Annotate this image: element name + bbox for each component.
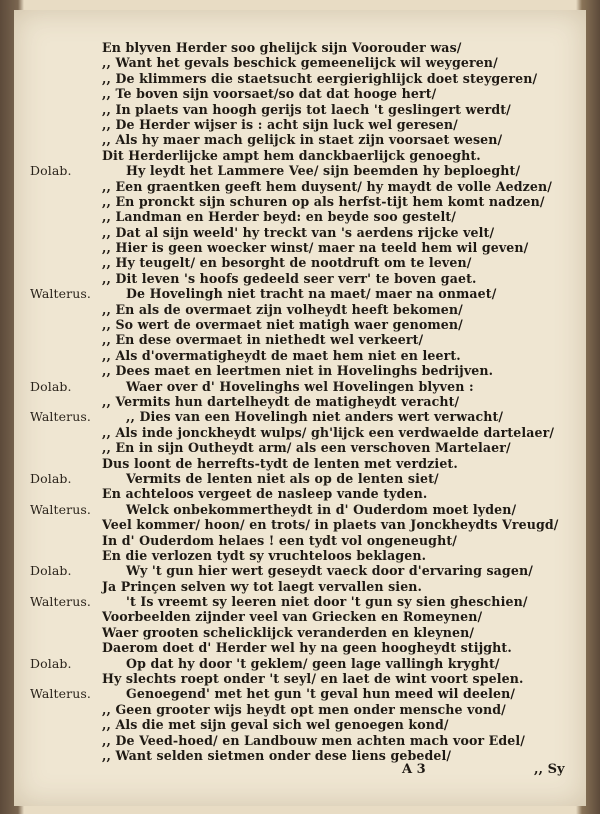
verse-text: ,, En als de overmaet zijn volheydt heeft bekomen/ [102,301,463,317]
verse-text: ,, Landman en Herder beyd: en beyde soo gestelt/ [102,209,456,225]
verse-text: Daerom doet d' Herder wel hy na geen hoogheydt stijght. [102,640,512,656]
verse-line [14,302,586,317]
verse-text: ,, De klimmers die staetsucht eergierighlijck doet steygeren/ [102,70,538,86]
verse-line [14,148,586,163]
verse-line [14,640,586,655]
speaker-name: Walterus. [30,409,91,425]
verse-text: Hy slechts roept onder 't seyl/ en laet de wint voort spelen. [102,671,524,687]
verse-text: ,, Een graentken geeft hem duysent/ hy maydt de volle Aedzen/ [102,178,553,194]
verse-text: ,, Want selden sietmen onder dese liens gebedel/ [102,747,452,763]
verse-line [14,163,586,178]
verse-text: ,, Als inde jonckheydt wulps/ gh'lijck een verdwaelde dartelaer/ [102,424,555,440]
verse-line [14,348,586,363]
verse-line [14,71,586,86]
verse-line [14,717,586,732]
verse-line [14,686,586,701]
verse-line [14,548,586,563]
verse-line [14,625,586,640]
verse-line [14,702,586,717]
verse-line [14,425,586,440]
speaker-name: Dolab. [30,163,72,179]
verse-text: Vermits de lenten niet als op de lenten siet/ [126,470,439,486]
verse-line [14,440,586,455]
verse-line [14,517,586,532]
verse-line [14,55,586,70]
verse-text: ,, Te boven sijn voorsaet/so dat dat hooge hert/ [102,86,437,102]
verse-text: En achteloos vergeet de nasleep vande tyden. [102,486,428,502]
verse-line [14,533,586,548]
verse-line [14,563,586,578]
verse-text: Waer grooten schelicklijck veranderden en kleynen/ [102,624,475,640]
verse-text: ,, De Veed-hoed/ en Landbouw men achten mach voor Edel/ [102,732,525,748]
verse-line [14,86,586,101]
verse-text: Waer over d' Hovelinghs wel Hovelingen blyven : [126,378,474,394]
verse-line [14,317,586,332]
verse-line [14,255,586,270]
verse-line [14,102,586,117]
verse-line [14,271,586,286]
verse-line [14,332,586,347]
speaker-name: Dolab. [30,378,72,394]
verse-text: ,, Als d'overmatigheydt de maet hem niet en leert. [102,347,461,363]
catchword: ,, Sy [534,762,565,777]
verse-text: ,, En pronckt sijn schuren op als herfst-tijt hem komt nadzen/ [102,193,545,209]
verse-line [14,579,586,594]
verse-line [14,456,586,471]
verse-text: ,, En dese overmaet in niethedt wel verkeert/ [102,332,424,348]
verse-text: ,, Vermits hun dartelheydt de matigheydt veracht/ [102,393,460,409]
verse-line [14,117,586,132]
speaker-name: Walterus. [30,501,91,517]
verse-text: ,, In plaets van hoogh gerijs tot laech 't geslingert werdt/ [102,101,511,117]
verse-line [14,486,586,501]
verse-line [14,240,586,255]
verse-text: De Hovelingh niet tracht na maet/ maer na onmaet/ [126,286,497,302]
verse-text: ,, Als die met sijn geval sich wel genoegen kond/ [102,717,449,733]
verse-text: ,, Dit leven 's hoofs gedeeld seer verr' te boven gaet. [102,270,477,286]
signature-mark: A 3 [402,762,426,777]
verse-line [14,733,586,748]
verse-line [14,748,586,763]
verse-line [14,286,586,301]
verse-line [14,132,586,147]
verse-text: Voorbeelden zijnder veel van Griecken en Romeynen/ [102,609,483,625]
speaker-name: Walterus. [30,686,91,702]
verse-line [14,225,586,240]
verse-text: Op dat hy door 't geklem/ geen lage vallingh kryght/ [126,655,500,671]
verse-text: ,, De Herder wijser is : acht sijn luck wel geresen/ [102,116,458,132]
verse-line [14,671,586,686]
verse-text: Dus loont de herrefts-tydt de lenten met verdziet. [102,455,458,471]
speaker-name: Walterus. [30,594,91,610]
speaker-name: Walterus. [30,286,91,302]
verse-line [14,194,586,209]
verse-line [14,502,586,517]
verse-line [14,594,586,609]
verse-text: ,, Hy teugelt/ en besorght de nootdruft om te leven/ [102,255,472,271]
verse-text: ,, Als hy maer mach gelijck in staet zijn voorsaet wesen/ [102,132,503,148]
verse-text: ,, Geen grooter wijs heydt opt men onder mensche vond/ [102,701,506,717]
verse-text: 't Is vreemt sy leeren niet door 't gun sy sien gheschien/ [126,594,528,610]
verse-line [14,209,586,224]
verse-line [14,409,586,424]
verse-text: ,, Hier is geen woecker winst/ maer na teeld hem wil geven/ [102,240,529,256]
verse-text: Veel kommer/ hoon/ en trots/ in plaets van Jonckheydts Vreugd/ [102,517,559,533]
verse-body [14,40,586,763]
verse-text: ,, Dees maet en leertmen niet in Hovelinghs bedrijven. [102,363,494,379]
verse-line [14,471,586,486]
verse-text: In d' Ouderdom helaes ! een tydt vol ongeneught/ [102,532,457,548]
verse-text: ,, Dat al sijn weeld' hy treckt van 's aerdens rijcke velt/ [102,224,495,240]
verse-line [14,394,586,409]
book-page [14,10,586,806]
verse-text: ,, So wert de overmaet niet matigh waer genomen/ [102,317,463,333]
speaker-name: Dolab. [30,563,72,579]
verse-text: ,, En in sijn Outheydt arm/ als een verschoven Martelaer/ [102,440,511,456]
speaker-name: Dolab. [30,655,72,671]
verse-text: ,, Want het gevals beschick gemeenelijck wil weygeren/ [102,55,498,71]
verse-text: En die verlozen tydt sy vruchteloos beklagen. [102,547,427,563]
verse-line [14,40,586,55]
verse-text: Dit Herderlijcke ampt hem danckbaerlijck genoeght. [102,147,481,163]
verse-text: Hy leydt het Lammere Vee/ sijn beemden hy beploeght/ [126,163,521,179]
verse-line [14,363,586,378]
verse-text: En blyven Herder soo ghelijck sijn Voorouder was/ [102,40,462,55]
verse-text: Ja Prinçen selven wy tot laegt vervallen sien. [102,578,423,594]
verse-line [14,609,586,624]
verse-line [14,656,586,671]
verse-text: Genoegend' met het gun 't geval hun meed wil deelen/ [126,686,516,702]
verse-text: ,, Dies van een Hovelingh niet anders wert verwacht/ [126,409,504,425]
verse-text: Wy 't gun hier wert geseydt vaeck door d'ervaring sagen/ [126,563,533,579]
verse-line [14,179,586,194]
verse-line [14,379,586,394]
verse-text: Welck onbekommertheydt in d' Ouderdom moet lyden/ [126,501,517,517]
speaker-name: Dolab. [30,470,72,486]
